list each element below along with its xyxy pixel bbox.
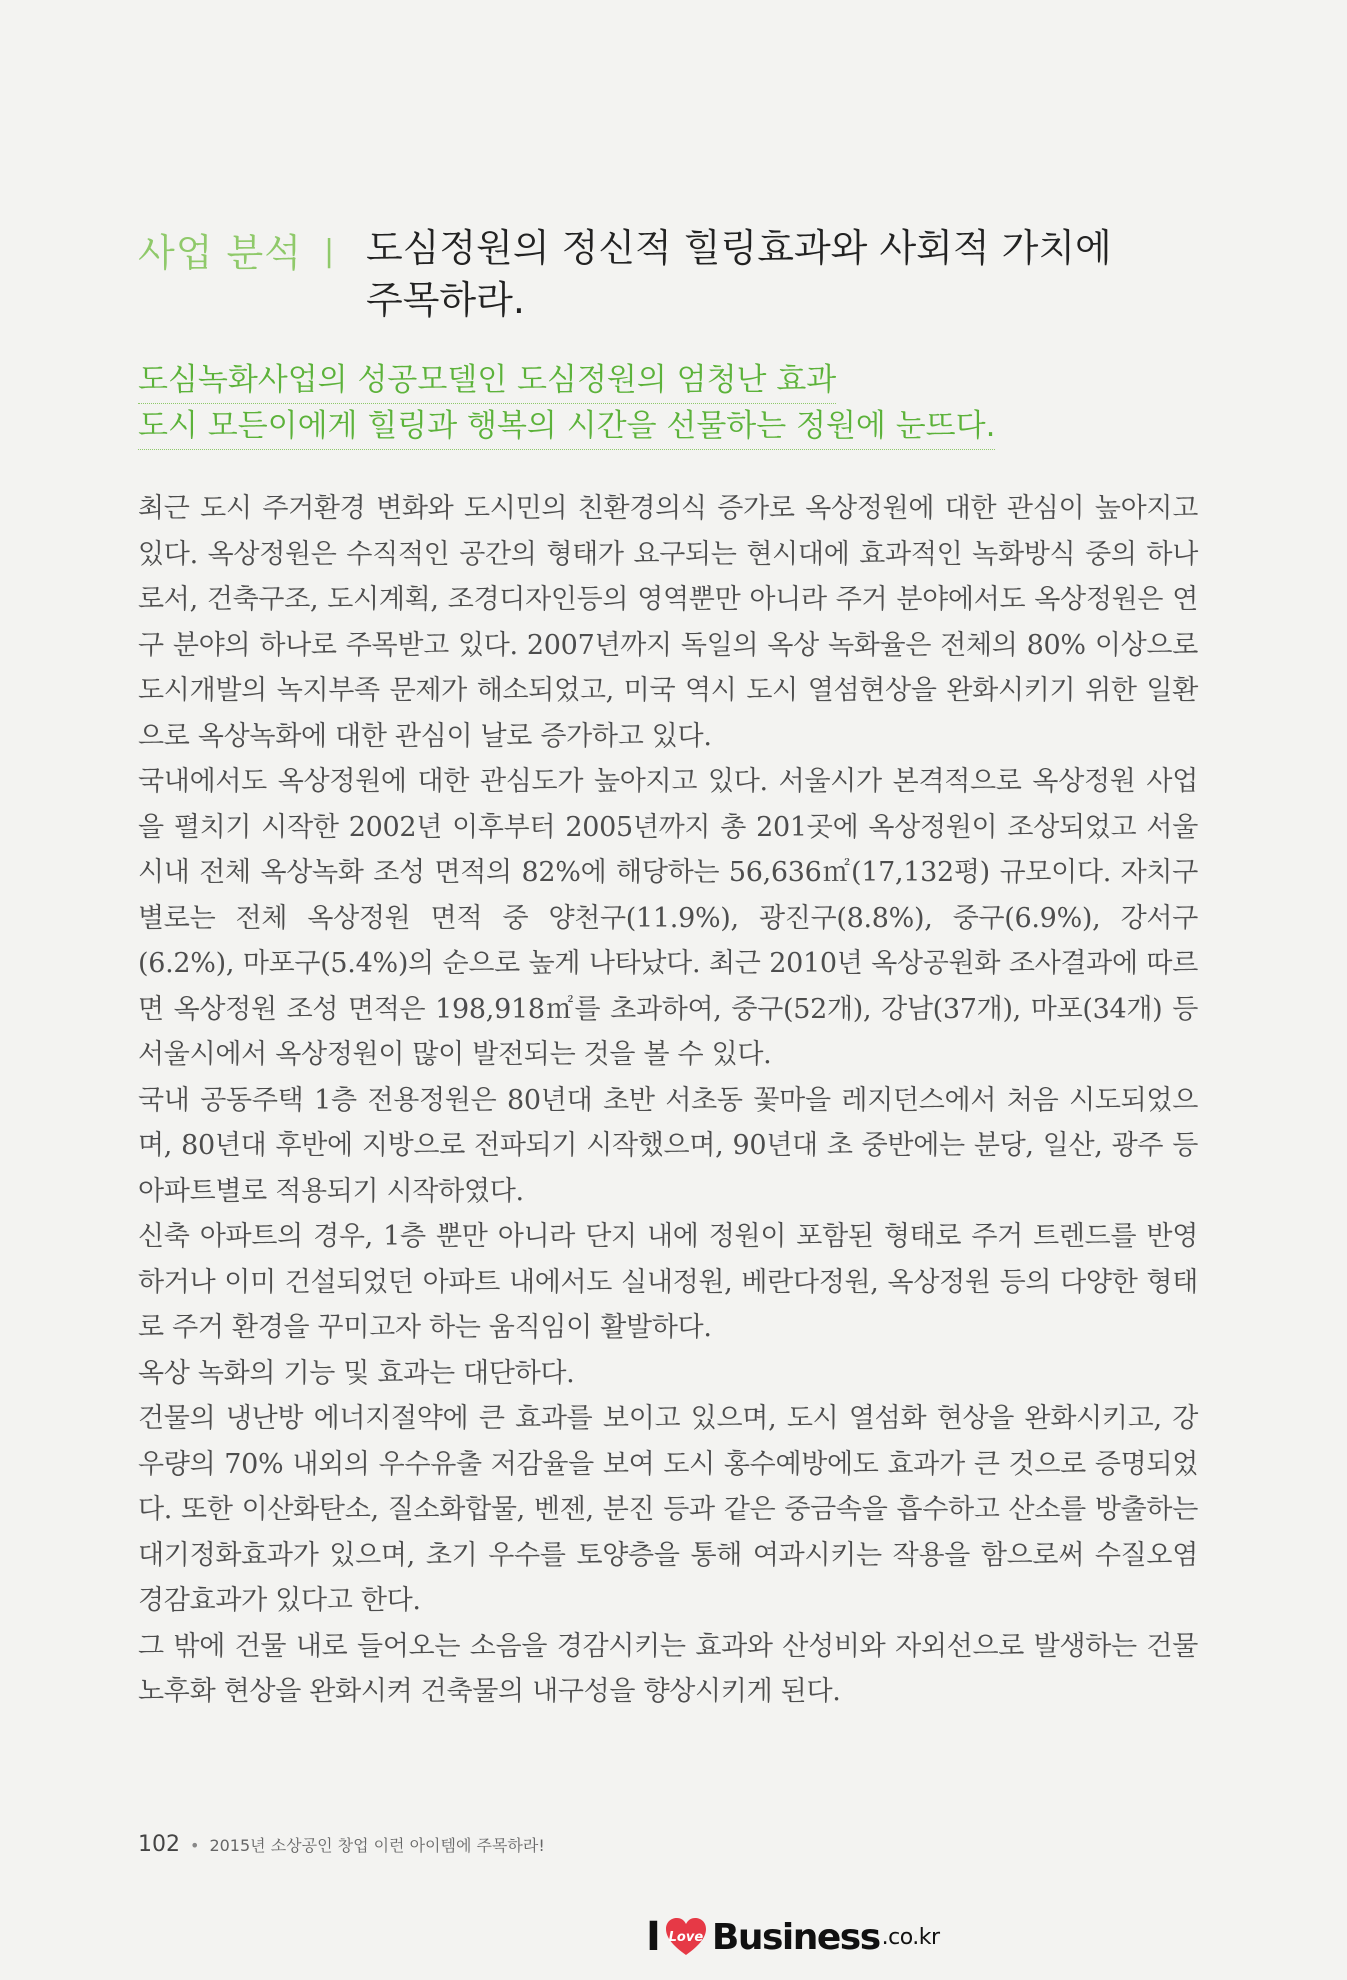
footer-separator: • — [190, 1836, 200, 1855]
paragraph-new-apartments: 신축 아파트의 경우, 1층 뿐만 아니라 단지 내에 정원이 포함된 형태로 주거 트렌드를 반영하거나 이미 건설되었던 아파트 내에서도 실내정원, 베란다정원, 옥상정원 등의 다양한 형태로 주거 환경을 꾸미고자 하는 움직임이 활발하다. — [138, 1221, 1198, 1343]
paragraph-effects-intro: 옥상 녹화의 기능 및 효과는 대단하다. — [138, 1357, 575, 1389]
subtitle-line-1: 도심녹화사업의 성공모델인 도심정원의 엄청난 효과 — [138, 358, 836, 404]
paragraph-durability: 그 밖에 건물 내로 들어오는 소음을 경감시키는 효과와 산성비와 자외선으로 발생하는 건물 노후화 현상을 완화시켜 건축물의 내구성을 향상시키게 된다. — [138, 1630, 1198, 1707]
paragraph-environmental-effects: 건물의 냉난방 에너지절약에 큰 효과를 보이고 있으며, 도시 열섬화 현상을 완화시키고, 강우량의 70% 내외의 우수유출 저감율을 보여 도시 홍수예방에도 효과가 큰 것으로 증명되었다. 또한 이산화탄소, 질소화합물, 벤젠, 분진 등과 같은 중금속을 흡수하고 산소를 방출하는 대기정화효과가 있으며, 초기 우수를 토양층을 통해 여과시키는 작용을 함으로써 수질오염 경감효과가 있다고 한다. — [138, 1403, 1198, 1616]
body-text — [138, 486, 1198, 1715]
running-title: 2015년 소상공인 창업 이런 아이템에 주목하라! — [209, 1836, 545, 1855]
subtitle — [138, 358, 1138, 450]
section-divider: | — [324, 234, 335, 269]
page-footer — [138, 1832, 545, 1857]
page-number: 102 — [138, 1832, 180, 1857]
paragraph-rooftop-garden-interest: 최근 도시 주거환경 변화와 도시민의 친환경의식 증가로 옥상정원에 대한 관심이 높아지고 있다. 옥상정원은 수직적인 공간의 형태가 요구되는 현시대에 효과적인 녹화방식 중의 하나로서, 건축구조, 도시계획, 조경디자인등의 영역뿐만 아니라 주거 분야에서도 옥상정원은 연구 분야의 하나로 주목받고 있다. 2007년까지 독일의 옥상 녹화율은 전체의 80% 이상으로 도시개발의 녹지부족 문제가 해소되었고, 미국 역시 도시 열섬현상을 완화시키기 위한 일환으로 옥상녹화에 대한 관심이 날로 증가하고 있다. — [138, 493, 1198, 752]
paragraph-ground-floor-gardens: 국내 공동주택 1층 전용정원은 80년대 초반 서초동 꽃마을 레지던스에서 처음 시도되었으며, 80년대 후반에 지방으로 전파되기 시작했으며, 90년대 초 중반에는 분당, 일산, 광주 등 아파트별로 적용되기 시작하였다. — [138, 1084, 1198, 1207]
logo-love-text: Love — [668, 1929, 704, 1945]
section-label: 사업 분석 — [138, 231, 302, 275]
subtitle-line-2: 도시 모든이에게 힐링과 행복의 시간을 선물하는 정원에 눈뜨다. — [138, 404, 995, 450]
paragraph-seoul-statistics: 국내에서도 옥상정원에 대한 관심도가 높아지고 있다. 서울시가 본격적으로 옥상정원 사업을 펼치기 시작한 2002년 이후부터 2005년까지 총 201곳에 옥상정원이 조상되었고 서울시내 전체 옥상녹화 조성 면적의 82%에 해당하는 56,636㎡(17,132평) 규모이다. 자치구별로는 전체 옥상정원 면적 중 양천구(11.9%), 광진구(8.8%), 중구(6.9%), 강서구(6.2%), 마포구(5.4%)의 순으로 높게 나타났다. 최근 2010년 옥상공원화 조사결과에 따르면 옥상정원 조성 면적은 198,918㎡를 초과하여, 중구(52개), 강남(37개), 마포(34개) 등 서울시에서 옥상정원이 많이 발전되는 것을 볼 수 있다. — [138, 766, 1198, 1070]
logo-business: Business — [711, 1916, 880, 1958]
logo-i: I — [646, 1914, 660, 1960]
logo-domain: .co.kr — [881, 1924, 940, 1950]
page-title: 도심정원의 정신적 힐링효과와 사회적 가치에 주목하라. — [366, 226, 1112, 322]
ilovebusiness-logo — [646, 1914, 940, 1960]
heart-icon — [664, 1915, 708, 1959]
